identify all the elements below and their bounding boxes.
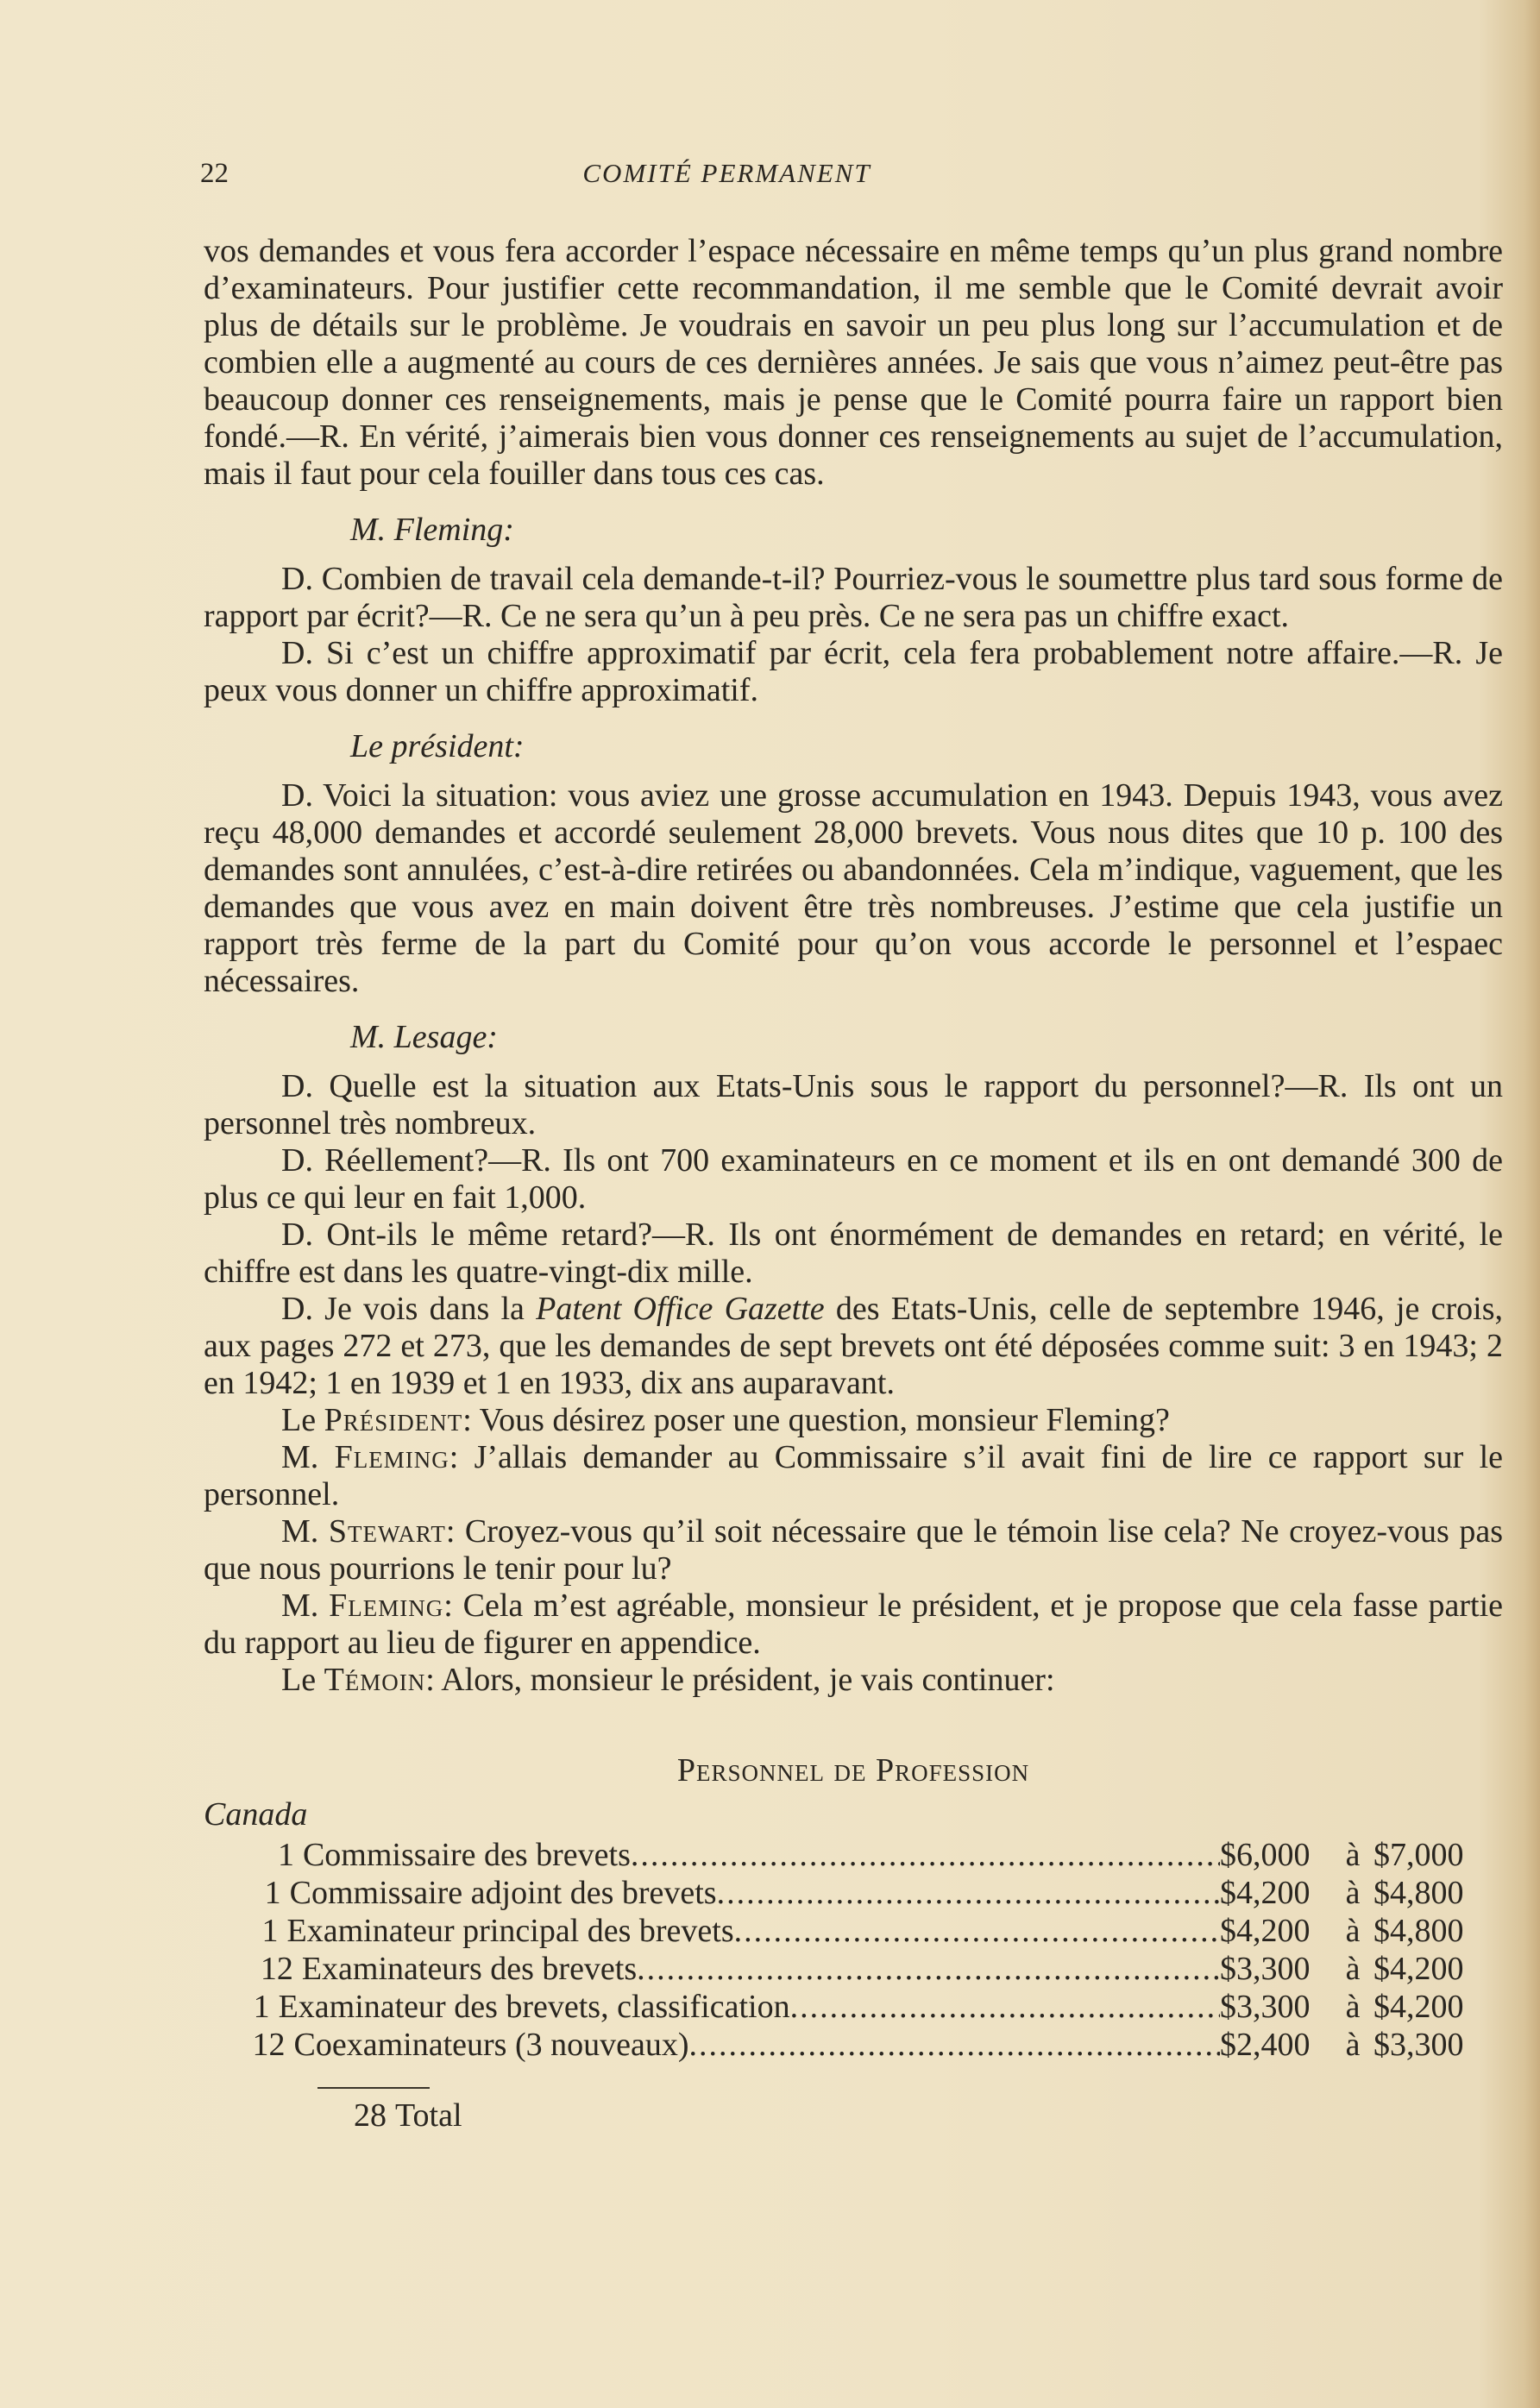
total-rule [317,2087,430,2089]
running-head: COMITÉ PERMANENT [582,158,871,188]
salary-range [1220,1875,1503,1912]
paragraph: D. Quelle est la situation aux Etats-Unis sous le rapport du personnel?—R. Ils ont un personnel très nombreux. [204,1068,1503,1141]
table-country: Canada [204,1796,308,1833]
paragraph: vos demandes et vous fera accorder l’espace nécessaire en même temps qu’un plus grand nombre d’examinateurs. Pour justifier cette recommandation, il me semble que le Comité devrait avoir plus de détails sur le problème. Je voudrais en savoir un peu plus long sur l’accumulation et de combien elle a augmenté au cours de ces dernières années. Je sais que vous n’aimez peut-être pas beaucoup donner ces renseignements, mais je pense que le Comité pourra faire un rapport bien fondé.—R. En vérité, j’aimerais bien vous donner ces renseignements au sujet de l’accumulation, mais il faut pour cela fouiller dans tous ces cas. [204,233,1503,492]
text-run: des Etats-Unis, celle de septembre 1946, je crois, aux pages 272 et 273, que les demandes de sept brevets ont été déposées comme suit: 3 en 1943; 2 en 1942; 1 en 1939 et 1 en 1933, dix ans auparavant. [204,1291,1504,1401]
speaker-name: Fleming [329,1588,444,1624]
salary-range [1220,1837,1503,1874]
text-run: : Vous désirez poser une question, monsieur Fleming? [462,1402,1170,1438]
text-run: Le [281,1402,324,1438]
speaker-name: Témoin [324,1662,426,1698]
staff-count: 1 [253,1989,270,2025]
dot-leader [717,1875,1220,1912]
salary-min: $3,300 [1220,1989,1311,2025]
table-title: Personnel de Profession [676,1752,1030,1789]
paragraph [204,1439,1503,1513]
staff-title: Examinateur des brevets, classification [278,1989,790,2025]
text-run: : J’allais demander au Commissaire s’il avait fini de lire ce rapport sur le personnel. [204,1439,1503,1512]
table-row [204,1951,1503,1989]
table-row [204,1989,1503,2027]
staff-count: 12 [260,1951,293,1987]
paragraph [204,1402,1503,1439]
speaker-heading: Le président: [350,728,525,764]
page-header [200,158,1495,201]
staff-title: Commissaire adjoint des brevets [289,1875,717,1911]
salary-range [1220,1913,1503,1950]
table-row [204,1913,1503,1951]
staff-count: 1 [277,1837,294,1873]
paragraph [204,1291,1503,1402]
staff-title: Commissaire des brevets [302,1837,631,1873]
page-number: 22 [200,158,229,189]
staff-title: Coexaminateurs (3 nouveaux) [293,2027,689,2063]
paragraph [204,1513,1503,1588]
salary-max: $4,800 [1373,1875,1464,1911]
salary-max: $4,800 [1373,1913,1464,1949]
speaker-heading: M. Lesage: [350,1019,498,1055]
paragraph: D. Réellement?—R. Ils ont 700 examinateurs en ce moment et ils en ont demandé 300 de plus ce qui leur en fait 1,000. [204,1142,1503,1216]
paragraph: D. Voici la situation: vous aviez une grosse accumulation en 1943. Depuis 1943, vous avez reçu 48,000 demandes et accordé seulement 28,000 brevets. Vous nous dites que 10 p. 100 des demandes sont annulées, c’est-à-dire retirées ou abandonnées. Cela m’indique, vaguement, que les demandes que vous avez en main doivent être très nombreuses. J’estime que cela justifie un rapport très ferme de la part du Comité pour qu’on vous accorde le personnel et l’espaec nécessaires. [204,777,1503,999]
dot-leader [790,1989,1220,2026]
dot-leader [734,1913,1220,1950]
text-run: : Croyez-vous qu’il soit nécessaire que le témoin lise cela? Ne croyez-vous pas que nous pourrions le tenir pour lu? [204,1513,1503,1587]
total-count: 28 [354,2097,387,2134]
salary-sep: à [1345,1951,1361,1987]
body-text [204,233,1503,2141]
dot-leader [637,1951,1220,1988]
salary-max: $4,200 [1373,1989,1464,2025]
publication-title: Patent Office Gazette [536,1291,825,1327]
table-row [204,1875,1503,1913]
staff-count: 12 [252,2027,286,2063]
salary-sep: à [1345,1989,1361,2025]
paragraph: D. Si c’est un chiffre approximatif par écrit, cela fera probablement notre affaire.—R. Je peux vous donner un chiffre approximatif. [204,635,1503,708]
salary-min: $4,200 [1220,1875,1311,1911]
text-run: : Cela m’est agréable, monsieur le président, et je propose que cela fasse partie du rapport au lieu de figurer en appendice. [204,1588,1504,1661]
text-run: M. [281,1588,330,1624]
salary-sep: à [1345,1837,1361,1873]
salary-max: $4,200 [1373,1951,1464,1987]
text-run: Le [281,1662,324,1698]
text-run: : Alors, monsieur le président, je vais continuer: [425,1662,1055,1698]
salary-range [1220,2027,1503,2064]
salary-sep: à [1345,1913,1361,1949]
salary-sep: à [1345,1875,1361,1911]
salary-range [1220,1951,1503,1988]
salary-range [1220,1989,1503,2026]
speaker-name: Fleming [334,1439,449,1475]
table-total-row [204,2097,1503,2141]
dot-leader [689,2027,1220,2064]
speaker-name: Président [324,1402,463,1438]
table-row [204,1837,1503,1875]
total-label: Total [395,2097,462,2134]
salary-min: $6,000 [1220,1837,1311,1873]
text-run: D. Je vois dans la [281,1291,537,1327]
text-run: M. [281,1439,335,1475]
text-run: M. [281,1513,329,1550]
speaker-heading: M. Fleming: [350,512,514,548]
dot-leader [631,1837,1220,1874]
staff-count: 1 [261,1913,279,1949]
paragraph: D. Ont-ils le même retard?—R. Ils ont énormément de demandes en retard; en vérité, le chiffre est dans les quatre-vingt-dix mille. [204,1217,1503,1290]
staff-title: Examinateurs des brevets [301,1951,638,1987]
salary-max: $7,000 [1373,1837,1464,1873]
salary-max: $3,300 [1373,2027,1464,2063]
table-row [204,2027,1503,2065]
paragraph: D. Combien de travail cela demande-t-il? Pourriez-vous le soumettre plus tard sous forme de rapport par écrit?—R. Ce ne sera qu’un à peu près. Ce ne sera pas un chiffre exact. [204,561,1503,634]
staff-count: 1 [264,1875,281,1911]
staff-title: Examinateur principal des brevets [286,1913,734,1949]
salary-sep: à [1345,2027,1361,2063]
paragraph [204,1662,1503,1699]
paragraph [204,1588,1503,1662]
salary-min: $4,200 [1220,1913,1311,1949]
salary-min: $2,400 [1220,2027,1311,2063]
salary-min: $3,300 [1220,1951,1311,1987]
speaker-name: Stewart [328,1513,446,1550]
staff-table [204,1837,1503,2141]
